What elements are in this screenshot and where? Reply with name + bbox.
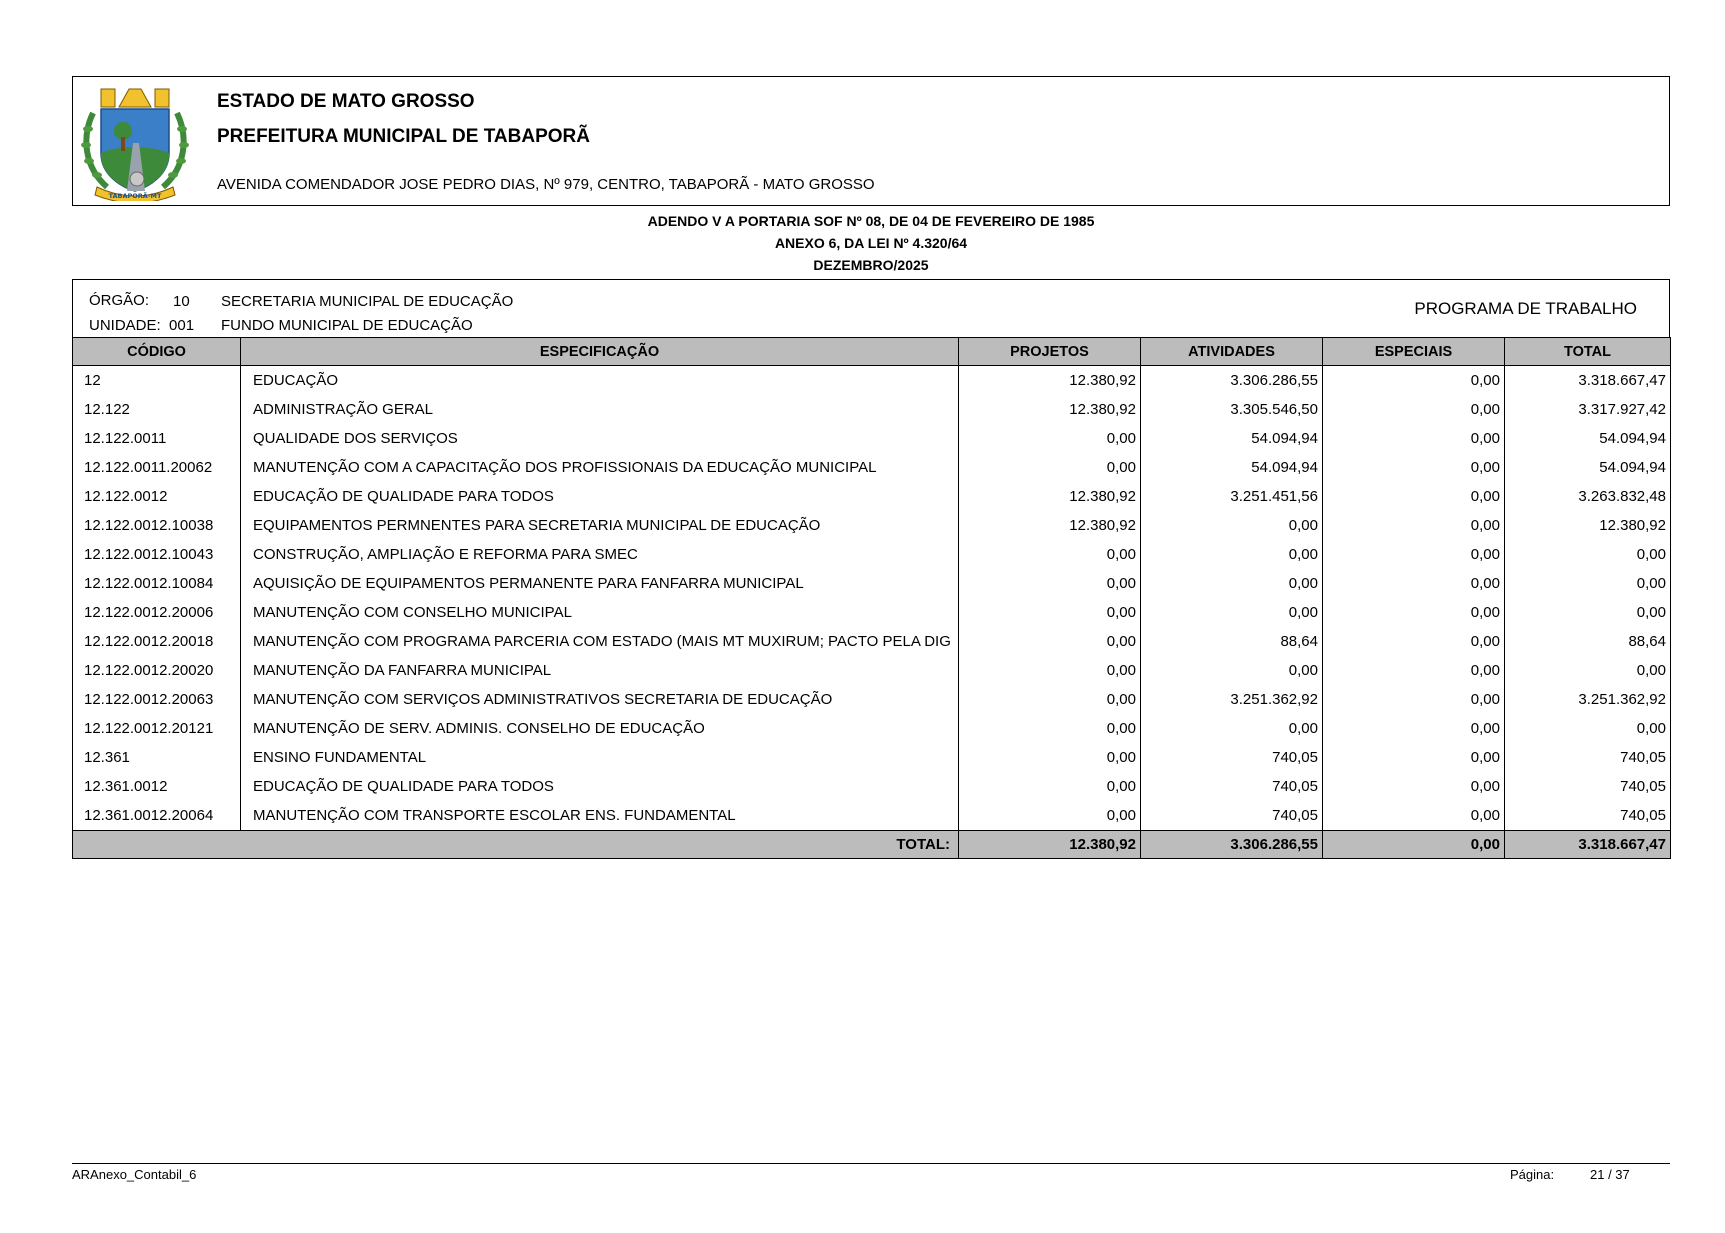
cell-especificacao: MANUTENÇÃO DA FANFARRA MUNICIPAL [241,656,959,685]
table-row [73,511,1671,540]
table-row [73,424,1671,453]
table-row [73,482,1671,511]
report-titles [72,210,1670,276]
cell-codigo: 12.122.0012.20018 [73,627,241,656]
cell-codigo: 12.122 [73,395,241,424]
table-row [73,685,1671,714]
cell-total: 0,00 [1505,656,1671,685]
table-row [73,395,1671,424]
cell-especiais: 0,00 [1323,743,1505,772]
cell-especificacao: QUALIDADE DOS SERVIÇOS [241,424,959,453]
org-info [72,279,1670,337]
cell-total: 3.263.832,48 [1505,482,1671,511]
page-number: 21 / 37 [1590,1167,1630,1182]
cell-total: 54.094,94 [1505,424,1671,453]
cell-especificacao: EDUCAÇÃO [241,366,959,396]
cell-total: 88,64 [1505,627,1671,656]
cell-atividades: 3.251.362,92 [1141,685,1323,714]
state-name: ESTADO DE MATO GROSSO [217,91,475,112]
title-line-3: DEZEMBRO/2025 [813,257,929,273]
cell-codigo: 12.122.0012.10084 [73,569,241,598]
cell-especiais: 0,00 [1323,772,1505,801]
cell-projetos: 0,00 [959,656,1141,685]
cell-especiais: 0,00 [1323,714,1505,743]
footer-divider [72,1163,1670,1164]
cell-total: 0,00 [1505,569,1671,598]
total-projetos: 12.380,92 [959,831,1141,859]
unidade-label-text: UNIDADE: [89,317,161,334]
cell-total: 740,05 [1505,772,1671,801]
cell-especificacao: ENSINO FUNDAMENTAL [241,743,959,772]
cell-atividades: 3.305.546,50 [1141,395,1323,424]
cell-especiais: 0,00 [1323,424,1505,453]
cell-atividades: 0,00 [1141,511,1323,540]
orgao-label: ÓRGÃO: [89,292,150,309]
cell-atividades: 3.306.286,55 [1141,366,1323,396]
cell-projetos: 0,00 [959,540,1141,569]
cell-especificacao: EDUCAÇÃO DE QUALIDADE PARA TODOS [241,482,959,511]
cell-especiais: 0,00 [1323,511,1505,540]
cell-projetos: 0,00 [959,598,1141,627]
total-total: 3.318.667,47 [1505,831,1671,859]
cell-projetos: 0,00 [959,743,1141,772]
table-row [73,656,1671,685]
unidade-name: FUNDO MUNICIPAL DE EDUCAÇÃO [221,317,473,334]
cell-especiais: 0,00 [1323,569,1505,598]
table-row [73,569,1671,598]
cell-total: 54.094,94 [1505,453,1671,482]
cell-especificacao: MANUTENÇÃO COM A CAPACITAÇÃO DOS PROFISSIONAIS DA EDUCAÇÃO MUNICIPAL [241,453,959,482]
cell-especificacao: ADMINISTRAÇÃO GERAL [241,395,959,424]
cell-total: 0,00 [1505,598,1671,627]
col-header-total: TOTAL [1505,338,1671,366]
table-row [73,743,1671,772]
cell-codigo: 12.122.0012.20063 [73,685,241,714]
program-label: PROGRAMA DE TRABALHO [1414,299,1637,318]
orgao-code: 10 [173,293,190,310]
cell-total: 0,00 [1505,714,1671,743]
unidade-code: 001 [169,317,195,334]
table-header-row [73,338,1671,366]
table-row [73,714,1671,743]
title-line-1: ADENDO V A PORTARIA SOF Nº 08, DE 04 DE FEVEREIRO DE 1985 [647,213,1095,229]
cell-especificacao: MANUTENÇÃO DE SERV. ADMINIS. CONSELHO DE EDUCAÇÃO [241,714,959,743]
cell-codigo: 12.361 [73,743,241,772]
title-line-2: ANEXO 6, DA LEI Nº 4.320/64 [774,235,968,251]
work-program-table [72,337,1671,859]
cell-projetos: 12.380,92 [959,366,1141,396]
cell-codigo: 12.122.0012.10038 [73,511,241,540]
cell-atividades: 88,64 [1141,627,1323,656]
cell-projetos: 0,00 [959,801,1141,831]
cell-codigo: 12.122.0011.20062 [73,453,241,482]
cell-atividades: 0,00 [1141,656,1323,685]
cell-codigo: 12.122.0012 [73,482,241,511]
cell-total: 3.318.667,47 [1505,366,1671,396]
cell-especificacao: EDUCAÇÃO DE QUALIDADE PARA TODOS [241,772,959,801]
cell-especiais: 0,00 [1323,801,1505,831]
unidade-label [89,317,194,334]
col-header-codigo: CÓDIGO [73,338,241,366]
report-header [72,76,1670,206]
cell-projetos: 0,00 [959,424,1141,453]
cell-projetos: 0,00 [959,772,1141,801]
cell-especiais: 0,00 [1323,395,1505,424]
table-row [73,540,1671,569]
cell-total: 3.317.927,42 [1505,395,1671,424]
total-especiais: 0,00 [1323,831,1505,859]
cell-codigo: 12.122.0012.20020 [73,656,241,685]
municipal-crest-icon [79,83,191,201]
cell-especiais: 0,00 [1323,540,1505,569]
total-label: TOTAL: [73,831,959,859]
cell-especificacao: AQUISIÇÃO DE EQUIPAMENTOS PERMANENTE PARA FANFARRA MUNICIPAL [241,569,959,598]
cell-codigo: 12 [73,366,241,396]
report-id: ARAnexo_Contabil_6 [72,1167,197,1182]
cell-codigo: 12.122.0012.20121 [73,714,241,743]
col-header-projetos: PROJETOS [959,338,1141,366]
cell-atividades: 54.094,94 [1141,453,1323,482]
cell-projetos: 12.380,92 [959,511,1141,540]
cell-atividades: 740,05 [1141,772,1323,801]
page-label: Página: [1510,1167,1555,1182]
cell-especificacao: MANUTENÇÃO COM CONSELHO MUNICIPAL [241,598,959,627]
cell-especificacao: MANUTENÇÃO COM SERVIÇOS ADMINISTRATIVOS SECRETARIA DE EDUCAÇÃO [241,685,959,714]
cell-especificacao: MANUTENÇÃO COM TRANSPORTE ESCOLAR ENS. FUNDAMENTAL [241,801,959,831]
prefecture-address: AVENIDA COMENDADOR JOSE PEDRO DIAS, Nº 979, CENTRO, TABAPORÃ - MATO GROSSO [217,176,875,193]
cell-projetos: 12.380,92 [959,482,1141,511]
orgao-name: SECRETARIA MUNICIPAL DE EDUCAÇÃO [221,293,514,310]
cell-atividades: 740,05 [1141,801,1323,831]
cell-especificacao: MANUTENÇÃO COM PROGRAMA PARCERIA COM ESTADO (MAIS MT MUXIRUM; PACTO PELA DIG [241,627,959,656]
cell-total: 12.380,92 [1505,511,1671,540]
col-header-atividades: ATIVIDADES [1141,338,1323,366]
table-row [73,453,1671,482]
crest-ribbon-text: TABAPORÃ-MT [108,192,162,200]
cell-atividades: 0,00 [1141,714,1323,743]
table-row [73,772,1671,801]
table-row [73,366,1671,396]
cell-codigo: 12.122.0011 [73,424,241,453]
cell-projetos: 0,00 [959,453,1141,482]
cell-especiais: 0,00 [1323,482,1505,511]
cell-especiais: 0,00 [1323,627,1505,656]
cell-atividades: 0,00 [1141,598,1323,627]
cell-especiais: 0,00 [1323,598,1505,627]
table-row [73,627,1671,656]
table-body [73,366,1671,831]
total-atividades: 3.306.286,55 [1141,831,1323,859]
cell-projetos: 0,00 [959,685,1141,714]
cell-especiais: 0,00 [1323,656,1505,685]
col-header-especiais: ESPECIAIS [1323,338,1505,366]
cell-especiais: 0,00 [1323,366,1505,396]
cell-codigo: 12.122.0012.10043 [73,540,241,569]
cell-total: 3.251.362,92 [1505,685,1671,714]
col-header-especificacao: ESPECIFICAÇÃO [241,338,959,366]
cell-total: 740,05 [1505,801,1671,831]
table-row [73,598,1671,627]
cell-atividades: 0,00 [1141,569,1323,598]
cell-codigo: 12.361.0012 [73,772,241,801]
table-row [73,801,1671,831]
cell-especificacao: CONSTRUÇÃO, AMPLIAÇÃO E REFORMA PARA SMEC [241,540,959,569]
cell-codigo: 12.361.0012.20064 [73,801,241,831]
cell-especiais: 0,00 [1323,685,1505,714]
cell-especificacao: EQUIPAMENTOS PERMNENTES PARA SECRETARIA MUNICIPAL DE EDUCAÇÃO [241,511,959,540]
cell-atividades: 0,00 [1141,540,1323,569]
prefecture-name: PREFEITURA MUNICIPAL DE TABAPORÃ [217,126,590,147]
cell-projetos: 12.380,92 [959,395,1141,424]
cell-projetos: 0,00 [959,714,1141,743]
cell-especiais: 0,00 [1323,453,1505,482]
cell-codigo: 12.122.0012.20006 [73,598,241,627]
total-row [73,831,1671,859]
cell-atividades: 3.251.451,56 [1141,482,1323,511]
cell-atividades: 740,05 [1141,743,1323,772]
cell-projetos: 0,00 [959,627,1141,656]
cell-total: 0,00 [1505,540,1671,569]
cell-atividades: 54.094,94 [1141,424,1323,453]
cell-total: 740,05 [1505,743,1671,772]
cell-projetos: 0,00 [959,569,1141,598]
